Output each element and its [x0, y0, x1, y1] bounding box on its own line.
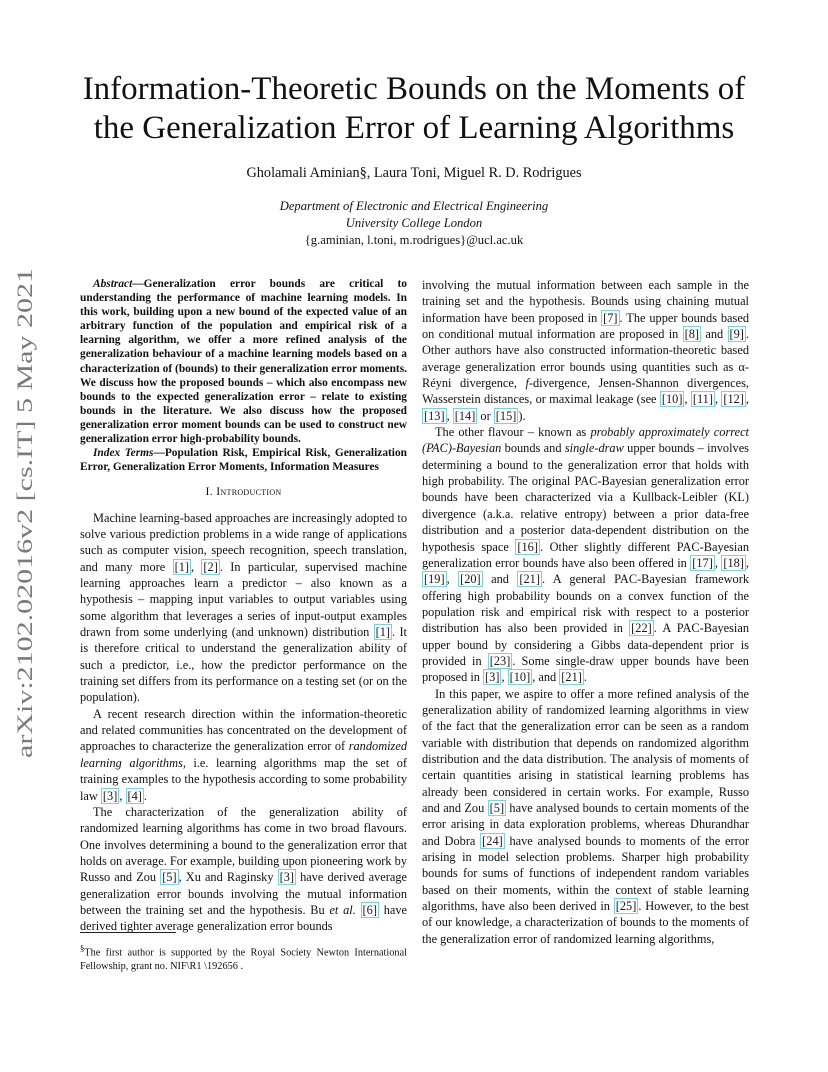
- emphasis-text: et al.: [329, 902, 356, 917]
- emphasis-text: randomized learning algorithms: [80, 739, 407, 770]
- text-run: A recent research direction within the information-theoretic and related communities has concentrated on the development of approaches to characterize the generalization error of: [80, 706, 407, 754]
- emphasis-text: single-draw: [564, 441, 624, 456]
- text-run: ,: [119, 788, 126, 803]
- citation-link[interactable]: [9]: [729, 327, 744, 342]
- text-run: The other flavour – known as: [435, 425, 591, 440]
- intro-paragraph-4: [422, 424, 749, 686]
- author-list: Gholamali Aminian§, Laura Toni, Miguel R. D. Rodrigues: [246, 165, 582, 181]
- citation-link[interactable]: [3]: [279, 870, 295, 885]
- text-run: ,: [191, 559, 202, 574]
- citation-link[interactable]: [3]: [485, 670, 500, 685]
- citation-link[interactable]: [1]: [375, 625, 391, 640]
- intro-paragraph-2: [80, 706, 407, 804]
- index-terms-text: —Population Risk, Empirical Risk, Generalization Error, Generalization Error Moments, Information Measures: [80, 447, 408, 474]
- text-run: involving the mutual information between each sample in the training set and the hypothesis. Bounds using chaining mutual information have been proposed in: [422, 278, 749, 325]
- citation-link[interactable]: [20]: [460, 572, 481, 587]
- text-run: ,: [745, 392, 749, 407]
- text-run: ).: [518, 408, 526, 423]
- paper-title: Information-Theoretic Bounds on the Moments of the Generalization Error of Learning Algorithms: [82, 71, 746, 146]
- citation-link[interactable]: [3]: [102, 788, 118, 803]
- text-run: ,: [684, 392, 691, 407]
- text-run: ,: [501, 670, 508, 685]
- text-run: , Xu and Raginsky: [178, 870, 278, 885]
- text-run: and: [482, 572, 518, 587]
- citation-link[interactable]: [10]: [509, 670, 531, 685]
- citation-link[interactable]: [10]: [661, 392, 683, 407]
- citation-link[interactable]: [21]: [519, 572, 540, 587]
- citation-link[interactable]: [22]: [631, 621, 652, 636]
- text-run: upper bounds – involves determining a bound to the generalization error that holds with high probability. The original PAC-Bayesian generalization error bounds have been characterized via a Kullback-Leibler (KL) divergence (a.k.a. relative entropy) between a prior data-free distribution and a posterior data-dependent distribution on the hypothesis space: [422, 441, 749, 554]
- citation-link[interactable]: [21]: [561, 670, 582, 685]
- citation-link[interactable]: [1]: [174, 559, 189, 574]
- section-number: I.: [205, 484, 213, 499]
- text-run: In this paper, we aspire to offer a more refined analysis of the generalization ability of randomized learning algorithms in view of the fact that the generalization error can be seen as a random variable with distribution that depends on randomized algorithm distribution and the data distribution. The analysis of moments of certain quantities arising in statistical learning problems has already been considered in certain works. For example, Russo and and Zou: [422, 686, 749, 815]
- abstract-label: Abstract: [93, 278, 133, 290]
- text-run: . Other authors have also constructed information-theoretic based average generalization error bounds using quantities such as α-Réyni divergence,: [422, 327, 749, 391]
- citation-link[interactable]: [8]: [684, 327, 700, 342]
- text-run: have analysed bounds to moments of the error arising in model selection problems. Sharper high probability bounds for sums of functions of independent random variables based on their moments, within the context of stable learning algorithms, have also been derived in: [422, 833, 750, 914]
- text-run: ,: [446, 572, 459, 587]
- text-run: or: [477, 408, 494, 423]
- citation-link[interactable]: [5]: [162, 870, 177, 885]
- text-run: , and: [532, 670, 560, 685]
- text-run: . Some single-draw upper bounds have been proposed in: [422, 653, 749, 685]
- text-run: . A general PAC-Bayesian framework offering high probability bounds on a convex function of the population risk and empirical risk with respect to a posterior distribution has also been provided in: [422, 572, 749, 636]
- citation-link[interactable]: [19]: [424, 572, 445, 587]
- text-run: ,: [714, 555, 722, 570]
- footnote-rule: [80, 932, 176, 933]
- citation-link[interactable]: [14]: [454, 408, 476, 423]
- text-run: [356, 903, 361, 917]
- text-run: , i.e. learning algorithms map the set of training examples to the hypothesis according to some probability law: [80, 755, 407, 803]
- citation-link[interactable]: [6]: [362, 902, 377, 917]
- citation-link[interactable]: [18]: [723, 555, 744, 570]
- emphasis-text: f: [525, 376, 529, 391]
- text-run: . The upper bounds based on conditional mutual information are proposed in: [422, 310, 749, 342]
- left-column: [80, 277, 407, 935]
- text-run: The characterization of the generalization ability of randomized learning algorithms has come in two broad flavours. One involves determining a bound to the generalization error that holds on average. For example, building upon pioneering work by Russo and Zou: [80, 804, 407, 885]
- text-run: ,: [446, 408, 453, 423]
- text-run: and: [701, 327, 728, 342]
- citation-link[interactable]: [4]: [127, 788, 142, 803]
- citation-link[interactable]: [23]: [489, 653, 511, 668]
- citation-link[interactable]: [7]: [603, 310, 618, 325]
- text-run: .: [583, 670, 587, 685]
- right-column: [422, 277, 749, 947]
- text-run: have derived tighter average generalization error bounds: [80, 902, 407, 934]
- text-run: Machine learning-based approaches are increasingly adopted to solve various prediction problems in a wide range of applications such as computer vision, speech recognition, speech translation, and many more: [80, 510, 407, 574]
- footnote-mark: §: [80, 943, 85, 953]
- citation-link[interactable]: [24]: [482, 833, 503, 848]
- text-run: -divergence, Jensen-Shannon divergences, Wasserstein distances, or maximal leakage (see: [422, 376, 749, 407]
- emphasis-text: probably approximately correct (PAC)-Bayesian: [422, 425, 749, 456]
- text-run: .: [143, 788, 147, 803]
- affiliation-block: [70, 198, 758, 248]
- text-run: . In particular, supervised machine learning approaches learn a predictor – also known as a hypothesis – mapping input variables to output variables using some algorithm that leverages a series of input-output examples drawn from some underlying (and unknown) distribution: [80, 559, 407, 640]
- text-run: . It is therefore critical to understand the generalization ability of such a predictor, i.e., how the predictor performance on the training set differs from its performance on a testing set (or on the population).: [80, 625, 407, 705]
- affiliation-university: University College London: [345, 215, 483, 230]
- citation-link[interactable]: [15]: [495, 408, 517, 423]
- intro-paragraph-3-continued: [422, 277, 749, 424]
- text-run: . However, to the best of our knowledge, a characterization of bounds to the moments of the generalization error of randomized learning algorithms,: [422, 899, 749, 946]
- index-terms: [80, 446, 407, 474]
- arxiv-identifier-stamp: [4, 262, 40, 762]
- arxiv-identifier-text: arXiv:2102.02016v2 [cs.IT] 5 May 2021: [12, 390, 37, 758]
- intro-paragraph-5: [422, 686, 749, 948]
- abstract: [80, 277, 407, 446]
- footnote: [80, 942, 407, 973]
- text-run: ,: [714, 392, 722, 407]
- intro-paragraph-3: [80, 804, 407, 935]
- text-run: bounds and: [501, 441, 565, 456]
- citation-link[interactable]: [11]: [692, 392, 713, 407]
- affiliation-department: Department of Electronic and Electrical Engineering: [279, 199, 549, 213]
- citation-link[interactable]: [2]: [203, 559, 218, 574]
- citation-link[interactable]: [16]: [517, 539, 538, 554]
- intro-paragraph-1: [80, 510, 407, 706]
- text-run: have derived average generalization error bounds involving the mutual information between the training set and the hypothesis. Bu: [80, 870, 407, 917]
- index-terms-label: Index Terms: [93, 447, 154, 460]
- affiliation-emails: {g.aminian, l.toni, m.rodrigues}@ucl.ac.uk: [304, 232, 524, 247]
- citation-link[interactable]: [13]: [424, 408, 445, 423]
- section-heading-introduction: [80, 483, 407, 499]
- citation-link[interactable]: [12]: [723, 392, 744, 407]
- text-run: ,: [745, 555, 750, 570]
- citation-link[interactable]: [25]: [615, 899, 637, 914]
- footnote-text: The first author is supported by the Royal Society Newton International Fellowship, grant no. NIF\R1 \192656 .: [80, 947, 407, 972]
- text-run: have analysed bounds to certain moments of the error arising in data exploration problems, whereas Dhurandhar and Dobra: [422, 801, 749, 848]
- citation-link[interactable]: [5]: [489, 801, 505, 815]
- section-title: Introduction: [216, 484, 282, 499]
- abstract-text: —Generalization error bounds are critical to understanding the performance of machine learning models. In this work, building upon a new bound of the expected value of an arbitrary function of the population and empirical risk of a learning algorithm, we offer a more refined analysis of the generalization behaviour of a machine learning models based on a characterization of (bounds) to their generalization error moments. We discuss how the proposed bounds – which also encompass new bounds to the expected generalization error – relate to existing bounds in the literature. We also discuss how the proposed generalization error moment bounds can be used to construct new generalization error high-probability bounds.: [80, 278, 407, 446]
- citation-link[interactable]: [17]: [692, 555, 713, 570]
- text-run: . Other slightly different PAC-Bayesian generalization error bounds have also been offered in: [422, 539, 749, 570]
- text-run: . A PAC-Bayesian upper bound by considering a Gibbs data-dependent prior is provided in: [422, 621, 749, 668]
